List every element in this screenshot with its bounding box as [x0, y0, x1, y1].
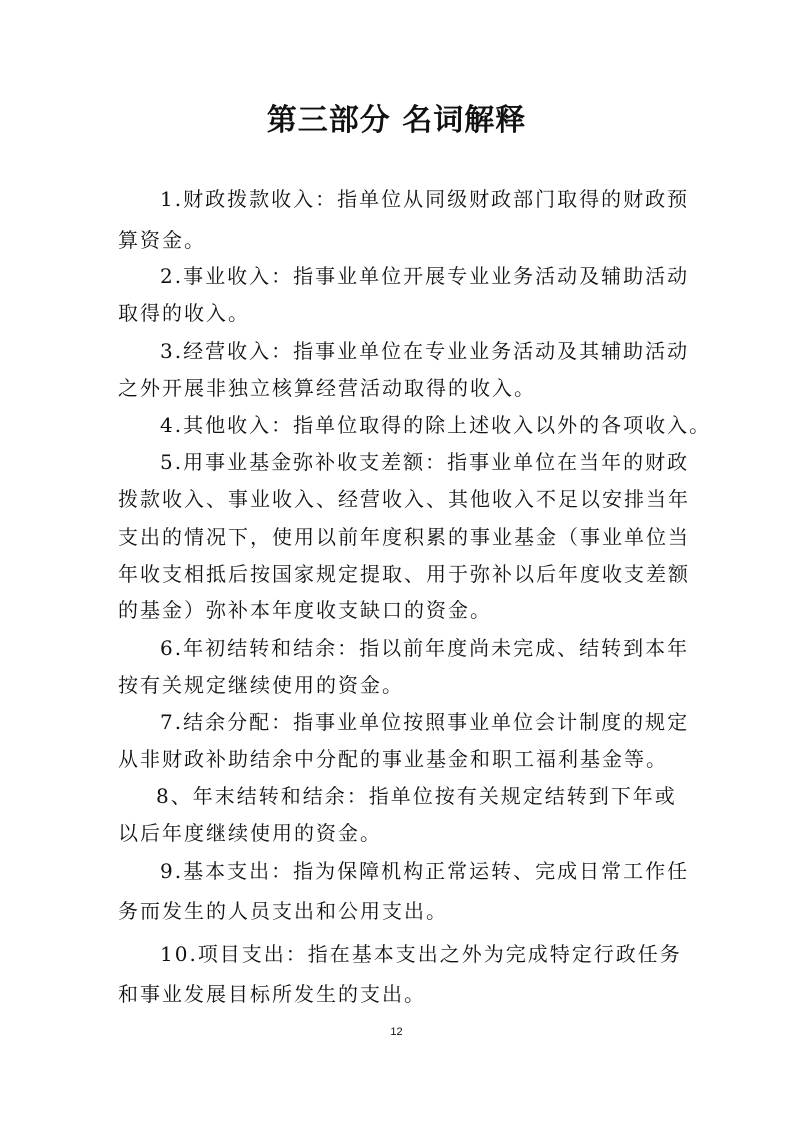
entry-5-line-2: 拨款收入、事业收入、经营收入、其他收入不足以安排当年 — [118, 487, 690, 511]
entry-9-line-2: 务而发生的人员支出和公用支出。 — [118, 899, 448, 923]
entry-5-line-5: 的基金）弥补本年度收支缺口的资金。 — [118, 598, 492, 622]
entry-7-line-1: 7.结余分配：指事业单位按照事业单位会计制度的规定 — [160, 710, 690, 734]
entry-7-line-2: 从非财政补助结余中分配的事业基金和职工福利基金等。 — [118, 747, 668, 771]
entry-6-line-1: 6.年初结转和结余：指以前年度尚未完成、结转到本年 — [160, 636, 690, 660]
entry-1-line-1: 1.财政拨款收入：指单位从同级财政部门取得的财政预 — [160, 187, 690, 211]
entry-10-line-2: 和事业发展目标所发生的支出。 — [118, 982, 426, 1006]
entry-6-line-2: 按有关规定继续使用的资金。 — [118, 673, 404, 697]
entry-8-line-1: 8、年末结转和结余：指单位按有关规定结转到下年或 — [156, 784, 677, 808]
entry-2-line-1: 2.事业收入：指事业单位开展专业业务活动及辅助活动 — [160, 264, 690, 288]
entry-4-line-1: 4.其他收入：指单位取得的除上述收入以外的各项收入。 — [160, 413, 712, 437]
entry-5-line-1: 5.用事业基金弥补收支差额：指事业单位在当年的财政 — [160, 450, 690, 474]
page-number: 12 — [390, 1026, 403, 1038]
entry-3-line-1: 3.经营收入：指事业单位在专业业务活动及其辅助活动 — [160, 339, 690, 363]
entry-8-line-2: 以后年度继续使用的资金。 — [118, 821, 382, 845]
entry-2-line-2: 取得的收入。 — [118, 301, 250, 325]
entry-5-line-3: 支出的情况下，使用以前年度积累的事业基金（事业单位当 — [118, 525, 690, 549]
page-title: 第三部分 名词解释 — [266, 103, 527, 138]
entry-5-line-4: 年收支相抵后按国家规定提取、用于弥补以后年度收支差额 — [118, 562, 690, 586]
entry-3-line-2: 之外开展非独立核算经营活动取得的收入。 — [118, 376, 536, 400]
entry-9-line-1: 9.基本支出：指为保障机构正常运转、完成日常工作任 — [160, 859, 690, 883]
entry-10-line-1: 10.项目支出：指在基本支出之外为完成特定行政任务 — [160, 942, 682, 966]
entry-1-line-2: 算资金。 — [118, 228, 206, 252]
